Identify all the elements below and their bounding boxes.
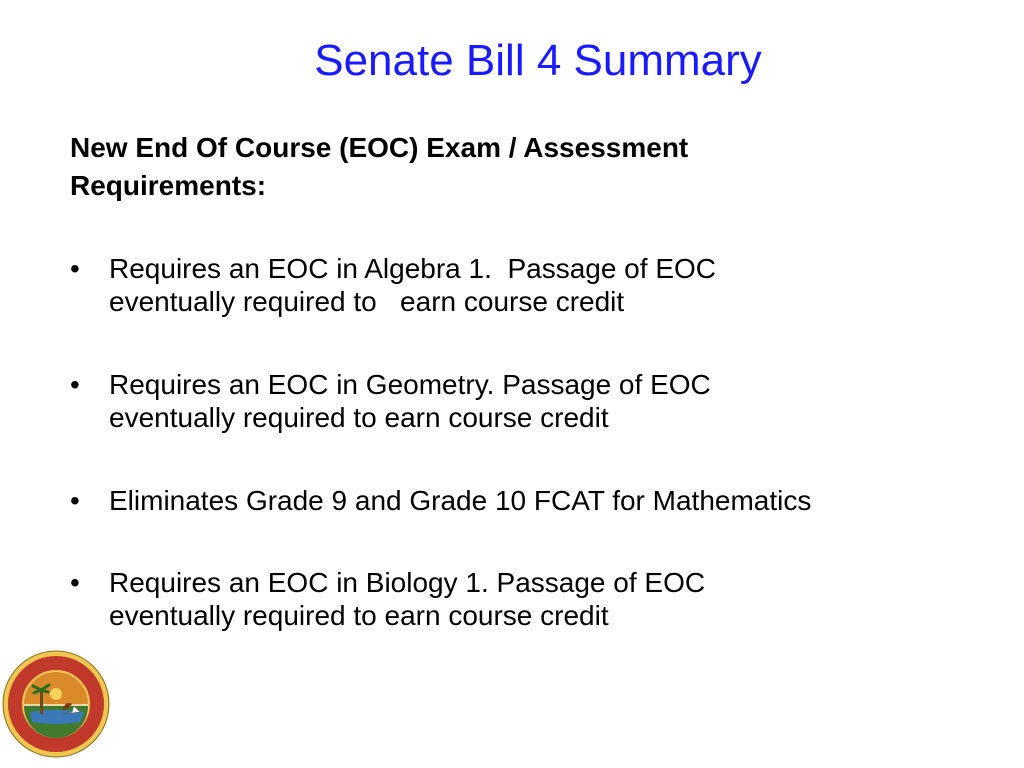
bullet-dot: • bbox=[70, 253, 80, 284]
slide-heading bbox=[70, 129, 970, 205]
bullet-dot: • bbox=[70, 369, 80, 400]
bullet-dot: • bbox=[70, 567, 80, 598]
bullet-text-line-1: Eliminates Grade 9 and Grade 10 FCAT for Mathematics bbox=[109, 485, 812, 516]
bullet-text-line-2: eventually required to earn course credit bbox=[109, 600, 609, 631]
bullet-list bbox=[70, 252, 1010, 632]
bullet-text-line-1: Requires an EOC in Geometry. Passage of EOC bbox=[109, 369, 711, 400]
florida-seal-logo bbox=[2, 650, 110, 758]
bullet-item bbox=[70, 566, 1010, 632]
slide-heading-line-1: New End Of Course (EOC) Exam / Assessment bbox=[70, 132, 689, 163]
bullet-item bbox=[70, 484, 1010, 517]
bullet-text-line-1: Requires an EOC in Algebra 1. Passage of EOC bbox=[109, 253, 716, 284]
bullet-text-line-2: eventually required to earn course credit bbox=[109, 286, 625, 317]
bullet-item bbox=[70, 252, 1010, 318]
bullet-text-line-2: eventually required to earn course credit bbox=[109, 402, 609, 433]
bullet-dot: • bbox=[70, 485, 80, 516]
slide-title: Senate Bill 4 Summary bbox=[314, 36, 762, 85]
bullet-text-line-1: Requires an EOC in Biology 1. Passage of EOC bbox=[109, 567, 706, 598]
slide-heading-line-2: Requirements: bbox=[70, 170, 267, 201]
bullet-item bbox=[70, 368, 1010, 434]
